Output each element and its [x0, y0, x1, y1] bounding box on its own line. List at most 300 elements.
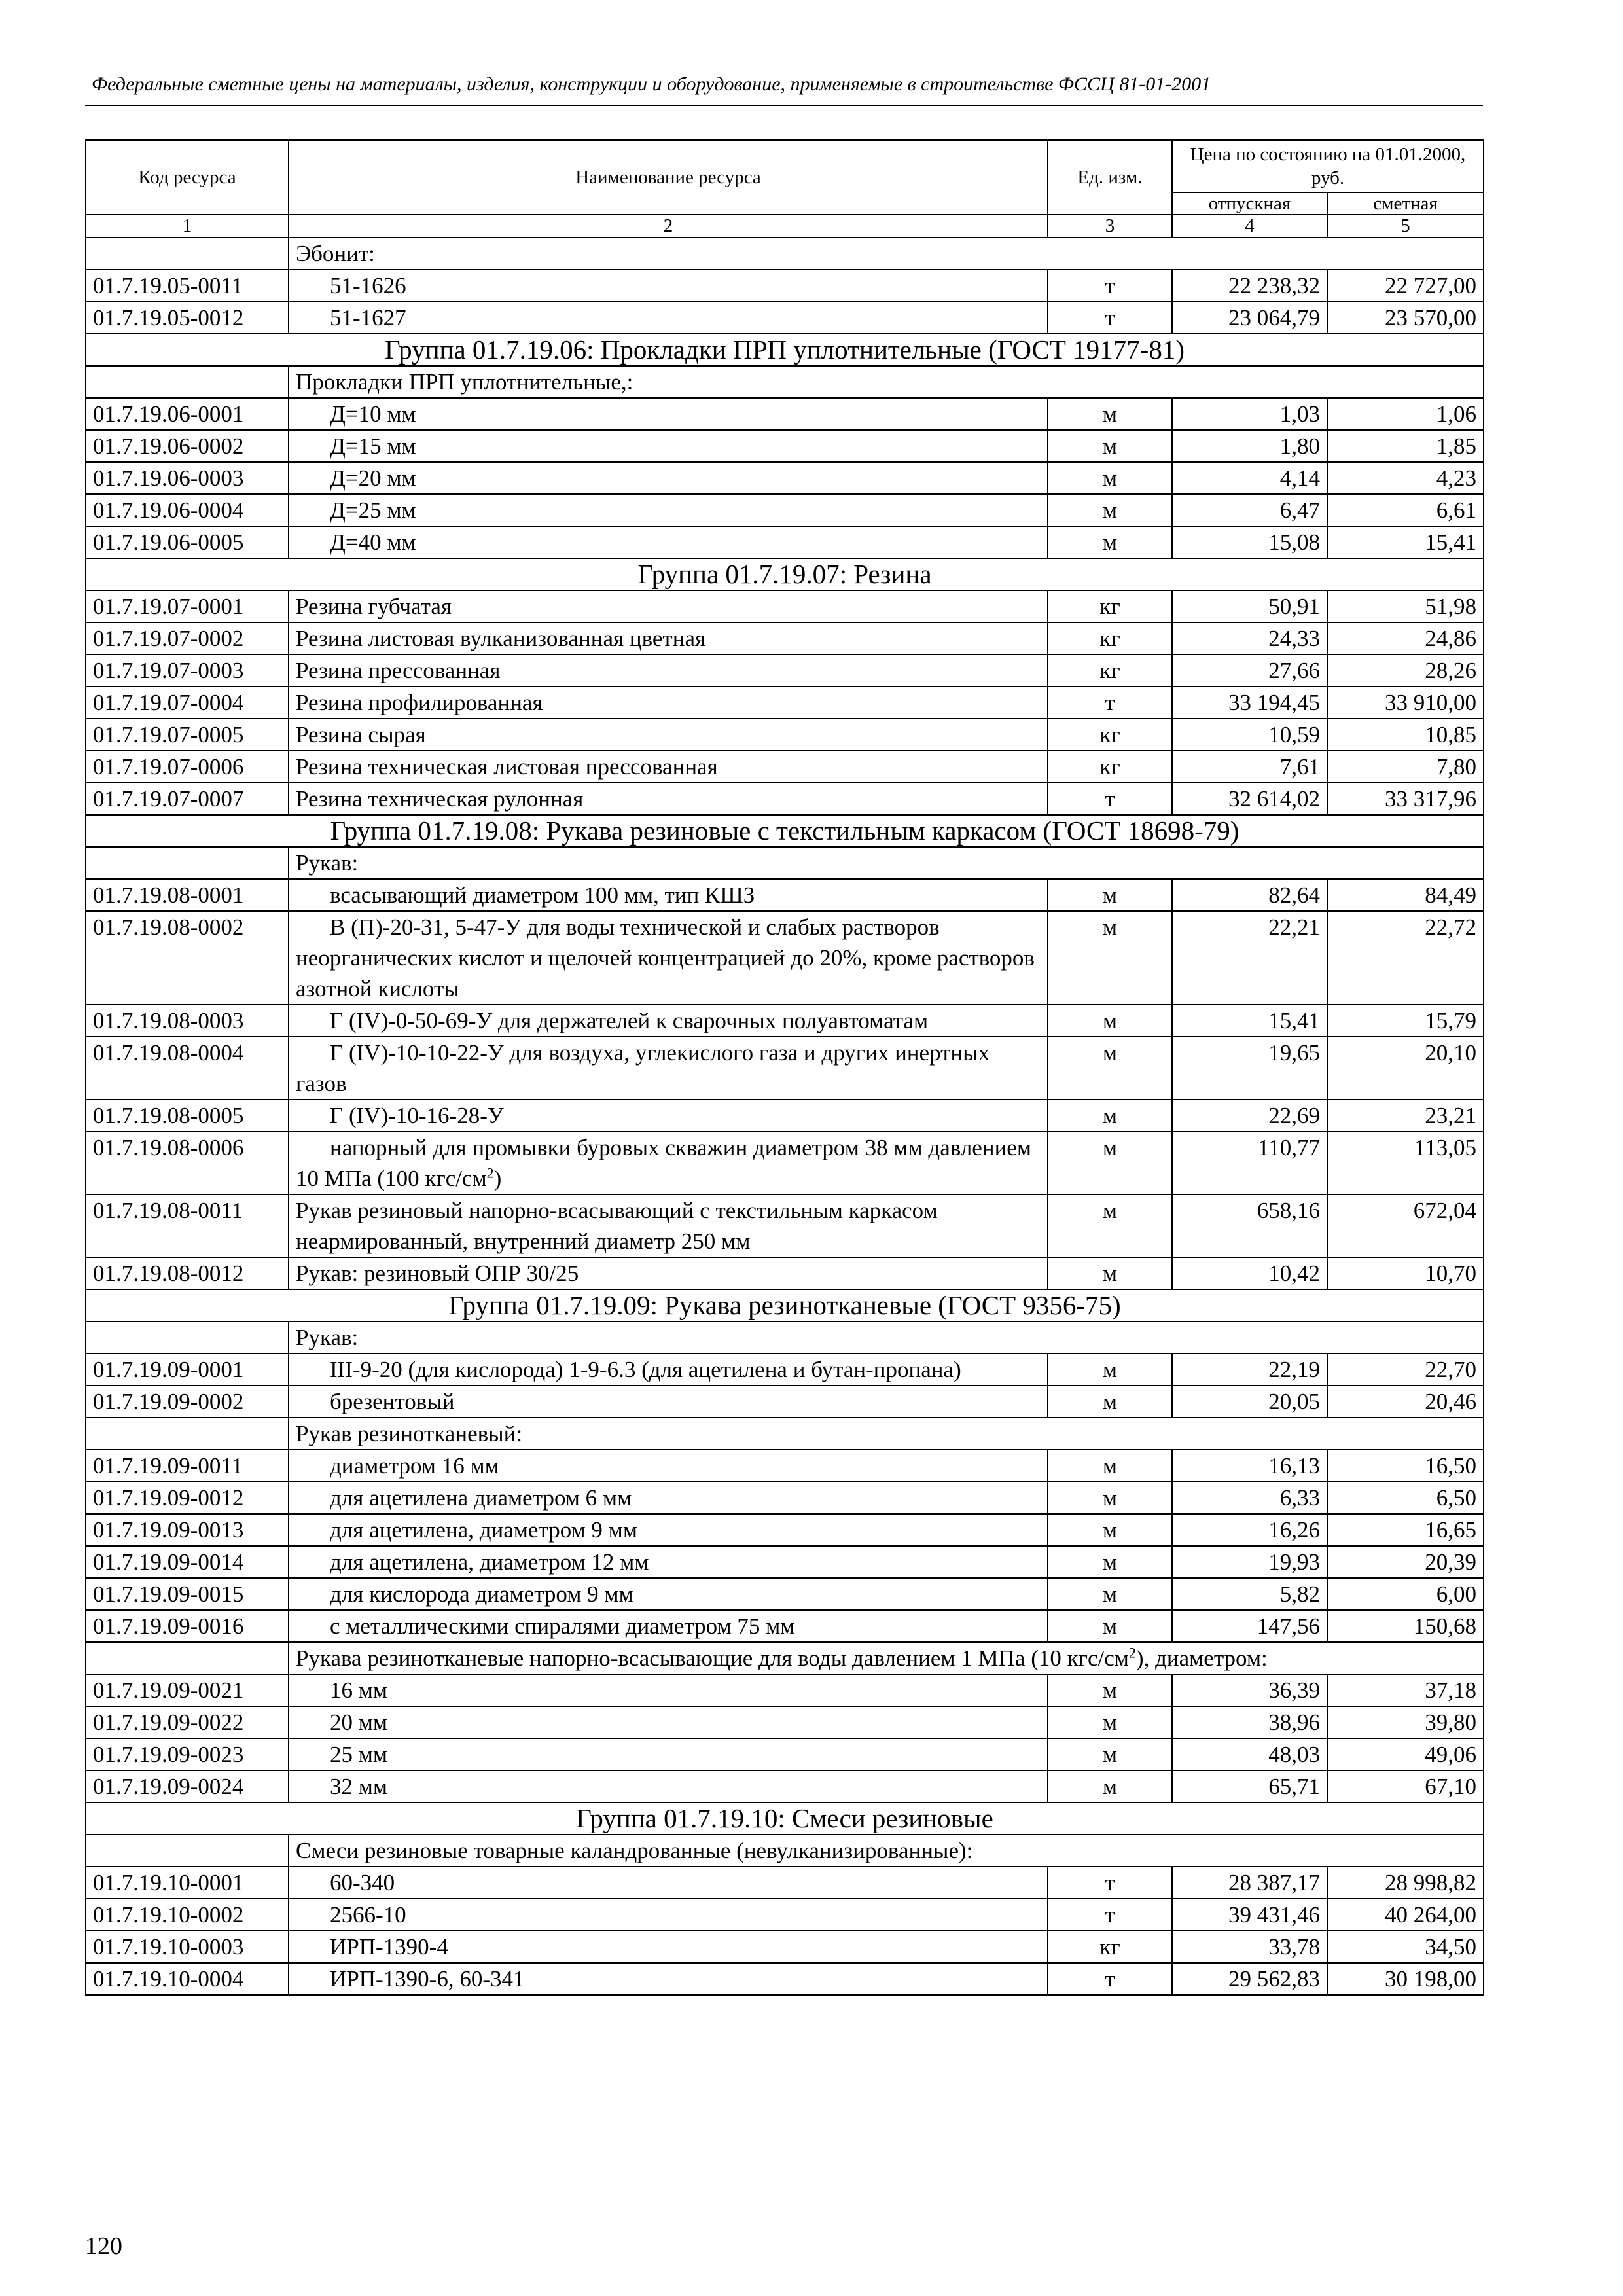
unit-of-measure: кг — [1048, 719, 1172, 751]
resource-name — [289, 462, 1048, 494]
superscript: 2 — [486, 1164, 494, 1181]
section-row — [86, 334, 1484, 366]
release-price: 39 431,46 — [1172, 1899, 1327, 1931]
subheading-label: Рукав: — [296, 1325, 359, 1350]
resource-name-text: для ацетилена, диаметром 9 мм — [330, 1517, 637, 1543]
resource-code: 01.7.19.08-0002 — [86, 911, 289, 1005]
unit-of-measure: м — [1048, 879, 1172, 911]
release-price: 50,91 — [1172, 590, 1327, 622]
estimate-price: 1,06 — [1327, 398, 1484, 430]
table-row — [86, 879, 1484, 911]
column-header-price: Цена по состоянию на 01.01.2000, руб. — [1172, 140, 1484, 192]
resource-code: 01.7.19.09-0014 — [86, 1546, 289, 1578]
table-row — [86, 1386, 1484, 1418]
resource-name-text: Резина губчатая — [296, 594, 452, 619]
resource-code: 01.7.19.09-0023 — [86, 1738, 289, 1770]
unit-of-measure: м — [1048, 1354, 1172, 1386]
estimate-price: 33 910,00 — [1327, 687, 1484, 719]
resource-name-text: для ацетилена диаметром 6 мм — [330, 1485, 632, 1511]
section-row — [86, 815, 1484, 847]
release-price: 1,80 — [1172, 430, 1327, 462]
column-header-estimate: сметная — [1327, 192, 1484, 215]
subheading-text — [289, 847, 1484, 879]
resource-name — [289, 1899, 1048, 1931]
resource-code: 01.7.19.09-0011 — [86, 1450, 289, 1482]
section-title: Группа 01.7.19.06: Прокладки ПРП уплотнительные (ГОСТ 19177-81) — [86, 334, 1484, 366]
resource-name-text: всасывающий диаметром 100 мм, тип КШЗ — [330, 882, 755, 908]
table-row — [86, 1100, 1484, 1132]
estimate-price: 6,00 — [1327, 1578, 1484, 1610]
estimate-price: 4,23 — [1327, 462, 1484, 494]
empty-cell — [86, 366, 289, 398]
resource-name — [289, 1354, 1048, 1386]
release-price: 658,16 — [1172, 1194, 1327, 1257]
section-row — [86, 1803, 1484, 1835]
resource-name — [289, 879, 1048, 911]
release-price: 22,19 — [1172, 1354, 1327, 1386]
table-row — [86, 494, 1484, 526]
table-row — [86, 1706, 1484, 1738]
estimate-price: 6,61 — [1327, 494, 1484, 526]
table-row — [86, 1450, 1484, 1482]
unit-of-measure: м — [1048, 1194, 1172, 1257]
unit-of-measure: м — [1048, 1100, 1172, 1132]
release-price: 29 562,83 — [1172, 1963, 1327, 1995]
resource-code: 01.7.19.08-0001 — [86, 879, 289, 911]
estimate-price: 40 264,00 — [1327, 1899, 1484, 1931]
table-row — [86, 1770, 1484, 1803]
estimate-price: 22,72 — [1327, 911, 1484, 1005]
subheading-row — [86, 238, 1484, 270]
empty-cell — [86, 1835, 289, 1867]
release-price: 28 387,17 — [1172, 1867, 1327, 1899]
superscript: 2 — [1128, 1644, 1136, 1661]
release-price: 15,08 — [1172, 526, 1327, 558]
estimate-price: 33 317,96 — [1327, 783, 1484, 815]
estimate-price: 10,70 — [1327, 1257, 1484, 1289]
release-price: 38,96 — [1172, 1706, 1327, 1738]
release-price: 5,82 — [1172, 1578, 1327, 1610]
table-row — [86, 1867, 1484, 1899]
table-row — [86, 783, 1484, 815]
release-price: 10,42 — [1172, 1257, 1327, 1289]
resource-code: 01.7.19.09-0024 — [86, 1770, 289, 1803]
resource-code: 01.7.19.07-0005 — [86, 719, 289, 751]
resource-name-text: брезентовый — [330, 1389, 455, 1414]
resource-name-text: III-9-20 (для кислорода) 1-9-6.3 (для ацетилена и бутан-пропана) — [330, 1357, 961, 1382]
table-row — [86, 462, 1484, 494]
unit-of-measure: м — [1048, 911, 1172, 1005]
unit-of-measure: м — [1048, 1450, 1172, 1482]
resource-name — [289, 270, 1048, 302]
resource-code: 01.7.19.09-0021 — [86, 1674, 289, 1706]
unit-of-measure: м — [1048, 1257, 1172, 1289]
resource-name-text: Д=10 мм — [330, 401, 416, 427]
resource-name-text: с металлическими спиралями диаметром 75 мм — [330, 1613, 795, 1639]
resource-name — [289, 687, 1048, 719]
unit-of-measure: т — [1048, 1867, 1172, 1899]
table-row — [86, 687, 1484, 719]
release-price: 6,47 — [1172, 494, 1327, 526]
resource-name-text: Резина профилированная — [296, 690, 543, 715]
table-row — [86, 1257, 1484, 1289]
release-price: 16,26 — [1172, 1514, 1327, 1546]
subheading-row — [86, 1418, 1484, 1450]
resource-name-text: Г (IV)-10-16-28-У — [330, 1103, 504, 1128]
resource-name-text: 51-1627 — [330, 305, 406, 331]
resource-code: 01.7.19.07-0002 — [86, 622, 289, 655]
subheading-row — [86, 1835, 1484, 1867]
resource-code: 01.7.19.09-0012 — [86, 1482, 289, 1514]
table-row — [86, 1005, 1484, 1037]
release-price: 16,13 — [1172, 1450, 1327, 1482]
unit-of-measure: м — [1048, 430, 1172, 462]
unit-of-measure: м — [1048, 1770, 1172, 1803]
resource-code: 01.7.19.08-0012 — [86, 1257, 289, 1289]
resource-code: 01.7.19.08-0005 — [86, 1100, 289, 1132]
estimate-price: 24,86 — [1327, 622, 1484, 655]
resource-name-text: для кислорода диаметром 9 мм — [330, 1581, 633, 1607]
resource-name-text: 32 мм — [330, 1774, 388, 1799]
estimate-price: 28,26 — [1327, 655, 1484, 687]
table-row — [86, 1514, 1484, 1546]
unit-of-measure: м — [1048, 1674, 1172, 1706]
column-number: 2 — [289, 215, 1048, 238]
estimate-price: 113,05 — [1327, 1132, 1484, 1194]
estimate-price: 150,68 — [1327, 1610, 1484, 1642]
resource-code: 01.7.19.08-0011 — [86, 1194, 289, 1257]
price-table — [85, 139, 1484, 1996]
resource-name — [289, 398, 1048, 430]
release-price: 24,33 — [1172, 622, 1327, 655]
column-number: 5 — [1327, 215, 1484, 238]
column-number: 1 — [86, 215, 289, 238]
table-header — [86, 140, 1484, 238]
unit-of-measure: кг — [1048, 622, 1172, 655]
estimate-price: 39,80 — [1327, 1706, 1484, 1738]
release-price: 19,93 — [1172, 1546, 1327, 1578]
unit-of-measure: м — [1048, 1706, 1172, 1738]
section-title: Группа 01.7.19.09: Рукава резинотканевые (ГОСТ 9356-75) — [86, 1289, 1484, 1321]
table-row — [86, 270, 1484, 302]
resource-code: 01.7.19.05-0011 — [86, 270, 289, 302]
release-price: 10,59 — [1172, 719, 1327, 751]
resource-name — [289, 1450, 1048, 1482]
resource-name-text: ИРП-1390-6, 60-341 — [330, 1966, 525, 1992]
release-price: 32 614,02 — [1172, 783, 1327, 815]
unit-of-measure: т — [1048, 1963, 1172, 1995]
estimate-price: 15,41 — [1327, 526, 1484, 558]
resource-code: 01.7.19.10-0003 — [86, 1931, 289, 1963]
table-row — [86, 1899, 1484, 1931]
resource-name — [289, 1257, 1048, 1289]
resource-code: 01.7.19.09-0015 — [86, 1578, 289, 1610]
subheading-row — [86, 1642, 1484, 1674]
unit-of-measure: м — [1048, 398, 1172, 430]
resource-name-text: 25 мм — [330, 1742, 388, 1767]
resource-name — [289, 1194, 1048, 1257]
release-price: 7,61 — [1172, 751, 1327, 783]
subheading-label: Рукав: — [296, 850, 359, 876]
unit-of-measure: м — [1048, 1005, 1172, 1037]
resource-name-text: Рукав резиновый напорно-всасывающий с текстильным каркасом неармированный, внутренний диаметр 250 мм — [296, 1198, 938, 1254]
resource-name — [289, 1514, 1048, 1546]
resource-name — [289, 622, 1048, 655]
unit-of-measure: м — [1048, 1037, 1172, 1100]
resource-code: 01.7.19.07-0003 — [86, 655, 289, 687]
release-price: 110,77 — [1172, 1132, 1327, 1194]
resource-name-text: диаметром 16 мм — [330, 1453, 499, 1479]
resource-code: 01.7.19.08-0004 — [86, 1037, 289, 1100]
release-price: 22 238,32 — [1172, 270, 1327, 302]
release-price: 82,64 — [1172, 879, 1327, 911]
estimate-price: 49,06 — [1327, 1738, 1484, 1770]
resource-name-text: Г (IV)-0-50-69-У для держателей к сварочных полуавтоматам — [330, 1008, 929, 1033]
resource-name — [289, 1738, 1048, 1770]
resource-name-tail: ) — [493, 1166, 502, 1191]
estimate-price: 22,70 — [1327, 1354, 1484, 1386]
estimate-price: 1,85 — [1327, 430, 1484, 462]
section-title: Группа 01.7.19.08: Рукава резиновые с текстильным каркасом (ГОСТ 18698-79) — [86, 815, 1484, 847]
release-price: 65,71 — [1172, 1770, 1327, 1803]
unit-of-measure: м — [1048, 1514, 1172, 1546]
column-number: 4 — [1172, 215, 1327, 238]
table-row — [86, 1194, 1484, 1257]
resource-name — [289, 590, 1048, 622]
estimate-price: 28 998,82 — [1327, 1867, 1484, 1899]
resource-code: 01.7.19.08-0006 — [86, 1132, 289, 1194]
estimate-price: 10,85 — [1327, 719, 1484, 751]
resource-name — [289, 655, 1048, 687]
release-price: 147,56 — [1172, 1610, 1327, 1642]
estimate-price: 23 570,00 — [1327, 302, 1484, 334]
resource-name-text: ИРП-1390-4 — [330, 1934, 448, 1960]
resource-code: 01.7.19.07-0004 — [86, 687, 289, 719]
resource-code: 01.7.19.07-0006 — [86, 751, 289, 783]
release-price: 22,69 — [1172, 1100, 1327, 1132]
table-row — [86, 1963, 1484, 1995]
table-row — [86, 398, 1484, 430]
table-row — [86, 1132, 1484, 1194]
resource-name — [289, 1610, 1048, 1642]
table-body — [86, 238, 1484, 1995]
resource-name-text: Резина техническая рулонная — [296, 786, 584, 812]
unit-of-measure: кг — [1048, 1931, 1172, 1963]
estimate-price: 6,50 — [1327, 1482, 1484, 1514]
unit-of-measure: кг — [1048, 751, 1172, 783]
release-price: 6,33 — [1172, 1482, 1327, 1514]
subheading-text — [289, 1418, 1484, 1450]
table-row — [86, 911, 1484, 1005]
estimate-price: 16,50 — [1327, 1450, 1484, 1482]
table-row — [86, 622, 1484, 655]
resource-name-text: напорный для промывки буровых скважин диаметром 38 мм давлением 10 МПа (100 кгс/см — [296, 1135, 1031, 1191]
resource-name-text: В (П)-20-31, 5-47-У для воды технической и слабых растворов неорганических кислот и щелочей концентрацией до 20%, кроме растворов азотной кислоты — [296, 914, 1035, 1001]
resource-name-text: 51-1626 — [330, 273, 406, 298]
resource-code: 01.7.19.09-0001 — [86, 1354, 289, 1386]
unit-of-measure: т — [1048, 687, 1172, 719]
unit-of-measure: м — [1048, 1482, 1172, 1514]
release-price: 33,78 — [1172, 1931, 1327, 1963]
section-title: Группа 01.7.19.07: Резина — [86, 558, 1484, 590]
estimate-price: 22 727,00 — [1327, 270, 1484, 302]
resource-name-text: Резина сырая — [296, 722, 426, 747]
resource-code: 01.7.19.06-0005 — [86, 526, 289, 558]
subheading-label: Смеси резиновые товарные каландрованные (невулканизированные): — [296, 1838, 973, 1863]
subheading-label: Рукава резинотканевые напорно-всасывающие для воды давлением 1 МПа (10 кгс/см — [296, 1645, 1129, 1671]
resource-code: 01.7.19.10-0004 — [86, 1963, 289, 1995]
resource-code: 01.7.19.07-0007 — [86, 783, 289, 815]
release-price: 19,65 — [1172, 1037, 1327, 1100]
table-row — [86, 302, 1484, 334]
subheading-text — [289, 1321, 1484, 1354]
resource-name — [289, 1931, 1048, 1963]
estimate-price: 15,79 — [1327, 1005, 1484, 1037]
resource-code: 01.7.19.06-0003 — [86, 462, 289, 494]
resource-name — [289, 1674, 1048, 1706]
section-row — [86, 1289, 1484, 1321]
unit-of-measure: м — [1048, 1738, 1172, 1770]
section-title: Группа 01.7.19.10: Смеси резиновые — [86, 1803, 1484, 1835]
table-row — [86, 1546, 1484, 1578]
resource-name-text: 60-340 — [330, 1870, 395, 1895]
resource-name — [289, 1005, 1048, 1037]
release-price: 4,14 — [1172, 462, 1327, 494]
release-price: 27,66 — [1172, 655, 1327, 687]
release-price: 36,39 — [1172, 1674, 1327, 1706]
empty-cell — [86, 1642, 289, 1674]
resource-name-text: Резина прессованная — [296, 658, 501, 683]
unit-of-measure: м — [1048, 1546, 1172, 1578]
column-numbers-row — [86, 215, 1484, 238]
estimate-price: 20,10 — [1327, 1037, 1484, 1100]
unit-of-measure: м — [1048, 1132, 1172, 1194]
subheading-label: Эбонит: — [296, 241, 375, 266]
table-row — [86, 430, 1484, 462]
resource-name — [289, 1132, 1048, 1194]
subheading-row — [86, 366, 1484, 398]
resource-code: 01.7.19.06-0004 — [86, 494, 289, 526]
resource-name — [289, 494, 1048, 526]
resource-code: 01.7.19.06-0001 — [86, 398, 289, 430]
release-price: 48,03 — [1172, 1738, 1327, 1770]
empty-cell — [86, 847, 289, 879]
table-row — [86, 1578, 1484, 1610]
resource-code: 01.7.19.09-0002 — [86, 1386, 289, 1418]
resource-name — [289, 1706, 1048, 1738]
estimate-price: 34,50 — [1327, 1931, 1484, 1963]
column-header-name: Наименование ресурса — [289, 140, 1048, 215]
release-price: 15,41 — [1172, 1005, 1327, 1037]
resource-name-text: Д=25 мм — [330, 497, 416, 523]
resource-name — [289, 751, 1048, 783]
table-row — [86, 655, 1484, 687]
subheading-text — [289, 1642, 1484, 1674]
subheading-row — [86, 847, 1484, 879]
resource-name — [289, 1546, 1048, 1578]
resource-name — [289, 1386, 1048, 1418]
resource-name — [289, 1037, 1048, 1100]
estimate-price: 23,21 — [1327, 1100, 1484, 1132]
subheading-text — [289, 238, 1484, 270]
column-header-release: отпускная — [1172, 192, 1327, 215]
release-price: 20,05 — [1172, 1386, 1327, 1418]
estimate-price: 37,18 — [1327, 1674, 1484, 1706]
resource-code: 01.7.19.09-0013 — [86, 1514, 289, 1546]
release-price: 33 194,45 — [1172, 687, 1327, 719]
resource-name — [289, 526, 1048, 558]
resource-name — [289, 1867, 1048, 1899]
resource-code: 01.7.19.09-0022 — [86, 1706, 289, 1738]
resource-name — [289, 302, 1048, 334]
estimate-price: 20,46 — [1327, 1386, 1484, 1418]
table-row — [86, 526, 1484, 558]
table-row — [86, 1738, 1484, 1770]
table-row — [86, 1610, 1484, 1642]
resource-name-text: Рукав: резиновый ОПР 30/25 — [296, 1261, 579, 1286]
section-row — [86, 558, 1484, 590]
estimate-price: 67,10 — [1327, 1770, 1484, 1803]
empty-cell — [86, 1321, 289, 1354]
running-header: Федеральные сметные цены на материалы, изделия, конструкции и оборудование, применяемые в строительстве ФССЦ 81-01-2001 — [92, 73, 1211, 95]
resource-code: 01.7.19.10-0001 — [86, 1867, 289, 1899]
table-row — [86, 751, 1484, 783]
resource-name — [289, 1100, 1048, 1132]
resource-name-text: Д=20 мм — [330, 465, 416, 491]
unit-of-measure: м — [1048, 462, 1172, 494]
resource-code: 01.7.19.10-0002 — [86, 1899, 289, 1931]
estimate-price: 7,80 — [1327, 751, 1484, 783]
subheading-row — [86, 1321, 1484, 1354]
empty-cell — [86, 1418, 289, 1450]
resource-name — [289, 1770, 1048, 1803]
estimate-price: 30 198,00 — [1327, 1963, 1484, 1995]
table-row — [86, 719, 1484, 751]
resource-code: 01.7.19.08-0003 — [86, 1005, 289, 1037]
subheading-text — [289, 366, 1484, 398]
estimate-price: 51,98 — [1327, 590, 1484, 622]
unit-of-measure: м — [1048, 1386, 1172, 1418]
column-header-unit: Ед. изм. — [1048, 140, 1172, 215]
resource-code: 01.7.19.07-0001 — [86, 590, 289, 622]
resource-name — [289, 430, 1048, 462]
subheading-label: Рукав резинотканевый: — [296, 1421, 523, 1446]
unit-of-measure: м — [1048, 1610, 1172, 1642]
subheading-tail: ), диаметром: — [1135, 1645, 1268, 1671]
unit-of-measure: т — [1048, 1899, 1172, 1931]
unit-of-measure: т — [1048, 302, 1172, 334]
resource-name — [289, 1963, 1048, 1995]
table-row — [86, 1931, 1484, 1963]
unit-of-measure: кг — [1048, 655, 1172, 687]
unit-of-measure: м — [1048, 526, 1172, 558]
resource-code: 01.7.19.06-0002 — [86, 430, 289, 462]
resource-code: 01.7.19.05-0012 — [86, 302, 289, 334]
column-number: 3 — [1048, 215, 1172, 238]
resource-name-text: Д=15 мм — [330, 433, 416, 459]
unit-of-measure: кг — [1048, 590, 1172, 622]
resource-name-text: 20 мм — [330, 1710, 388, 1735]
estimate-price: 20,39 — [1327, 1546, 1484, 1578]
header-rule — [85, 105, 1483, 106]
table-row — [86, 1354, 1484, 1386]
subheading-label: Прокладки ПРП уплотнительные,: — [296, 369, 633, 395]
estimate-price: 672,04 — [1327, 1194, 1484, 1257]
resource-name-text: 16 мм — [330, 1677, 388, 1703]
resource-name — [289, 783, 1048, 815]
page-number: 120 — [85, 2233, 122, 2260]
unit-of-measure: м — [1048, 494, 1172, 526]
